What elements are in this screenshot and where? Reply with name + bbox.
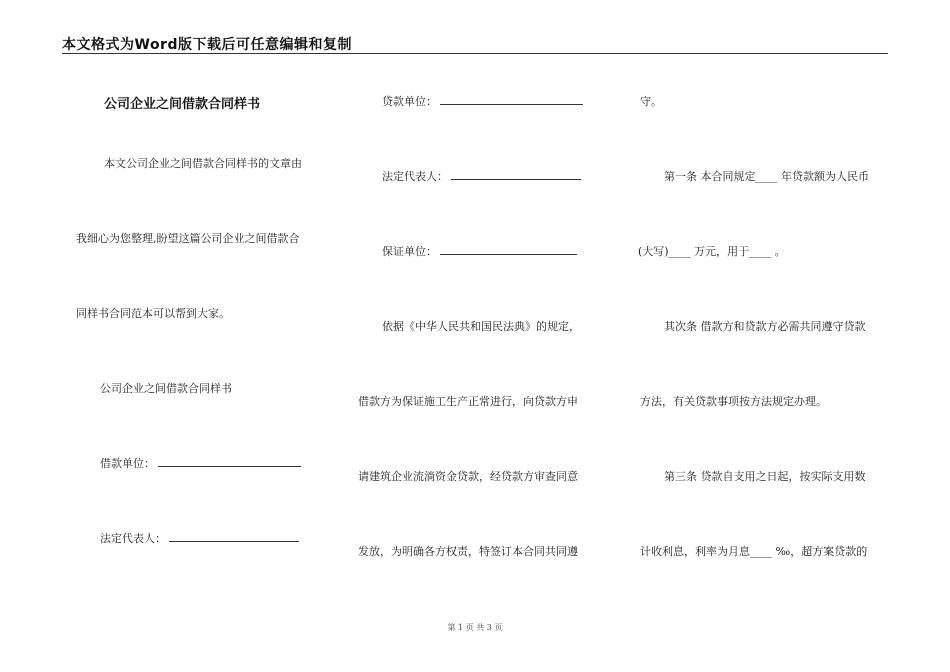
basis-line-3: 请建筑企业流淌资金贷款，经贷款方审查同意 — [358, 470, 578, 483]
lender-legal-rep-blank — [451, 169, 581, 180]
page-number-footer: 第 1 页 共 3 页 — [447, 623, 503, 632]
borrower-label: 借款单位： — [100, 457, 155, 470]
intro-line-2: 我细心为您整理,盼望这篇公司企业之间借款合 — [76, 232, 300, 245]
borrower-legal-rep-row — [100, 530, 299, 546]
continuation-line: 守。 — [640, 95, 662, 108]
text-column-2 — [352, 0, 612, 672]
basis-line-2: 借款方为保证施工生产正常进行，向贷款方申 — [358, 395, 578, 408]
borrower-blank — [158, 456, 301, 467]
article-3-line-2: 计收利息，利率为月息____ ‰，超方案贷款的 — [640, 545, 868, 558]
text-column-1 — [62, 0, 337, 672]
basis-line-1: 依据《中华人民共和国民法典》的规定， — [382, 320, 580, 333]
guarantor-label: 保证单位： — [382, 245, 437, 258]
article-1-line-1: 第一条 本合同规定____ 年贷款额为人民币 — [664, 170, 869, 183]
lender-legal-rep-label: 法定代表人： — [382, 170, 448, 183]
borrower-row — [100, 455, 301, 471]
guarantor-blank — [440, 244, 577, 255]
article-3-line-1: 第三条 贷款自支用之日起，按实际支用数 — [664, 470, 866, 483]
document-header-title: 本文格式为Word版下载后可任意编辑和复制 — [62, 37, 352, 53]
article-2-line-1: 其次条 借款方和贷款方必需共同遵守贷款 — [664, 320, 866, 333]
article-1-line-2: (大写)____ 万元，用于____ 。 — [638, 245, 786, 258]
lender-legal-rep-row — [382, 168, 581, 184]
lender-row — [382, 93, 583, 109]
text-column-3 — [630, 0, 892, 672]
article-2-line-2: 方法，有关贷款事项按方法规定办理。 — [640, 395, 827, 408]
intro-line-3: 同样书合同范本可以帮到大家。 — [76, 307, 230, 320]
guarantor-row — [382, 243, 577, 259]
borrower-legal-rep-blank — [169, 531, 299, 542]
lender-blank — [440, 94, 583, 105]
contract-subtitle: 公司企业之间借款合同样书 — [100, 382, 232, 395]
lender-label: 贷款单位： — [382, 95, 437, 108]
basis-line-4: 发放，为明确各方权责，特签订本合同共同遵 — [358, 545, 578, 558]
contract-title: 公司企业之间借款合同样书 — [104, 97, 261, 112]
borrower-legal-rep-label: 法定代表人： — [100, 532, 166, 545]
intro-line-1: 本文公司企业之间借款合同样书的文章由 — [104, 157, 302, 170]
